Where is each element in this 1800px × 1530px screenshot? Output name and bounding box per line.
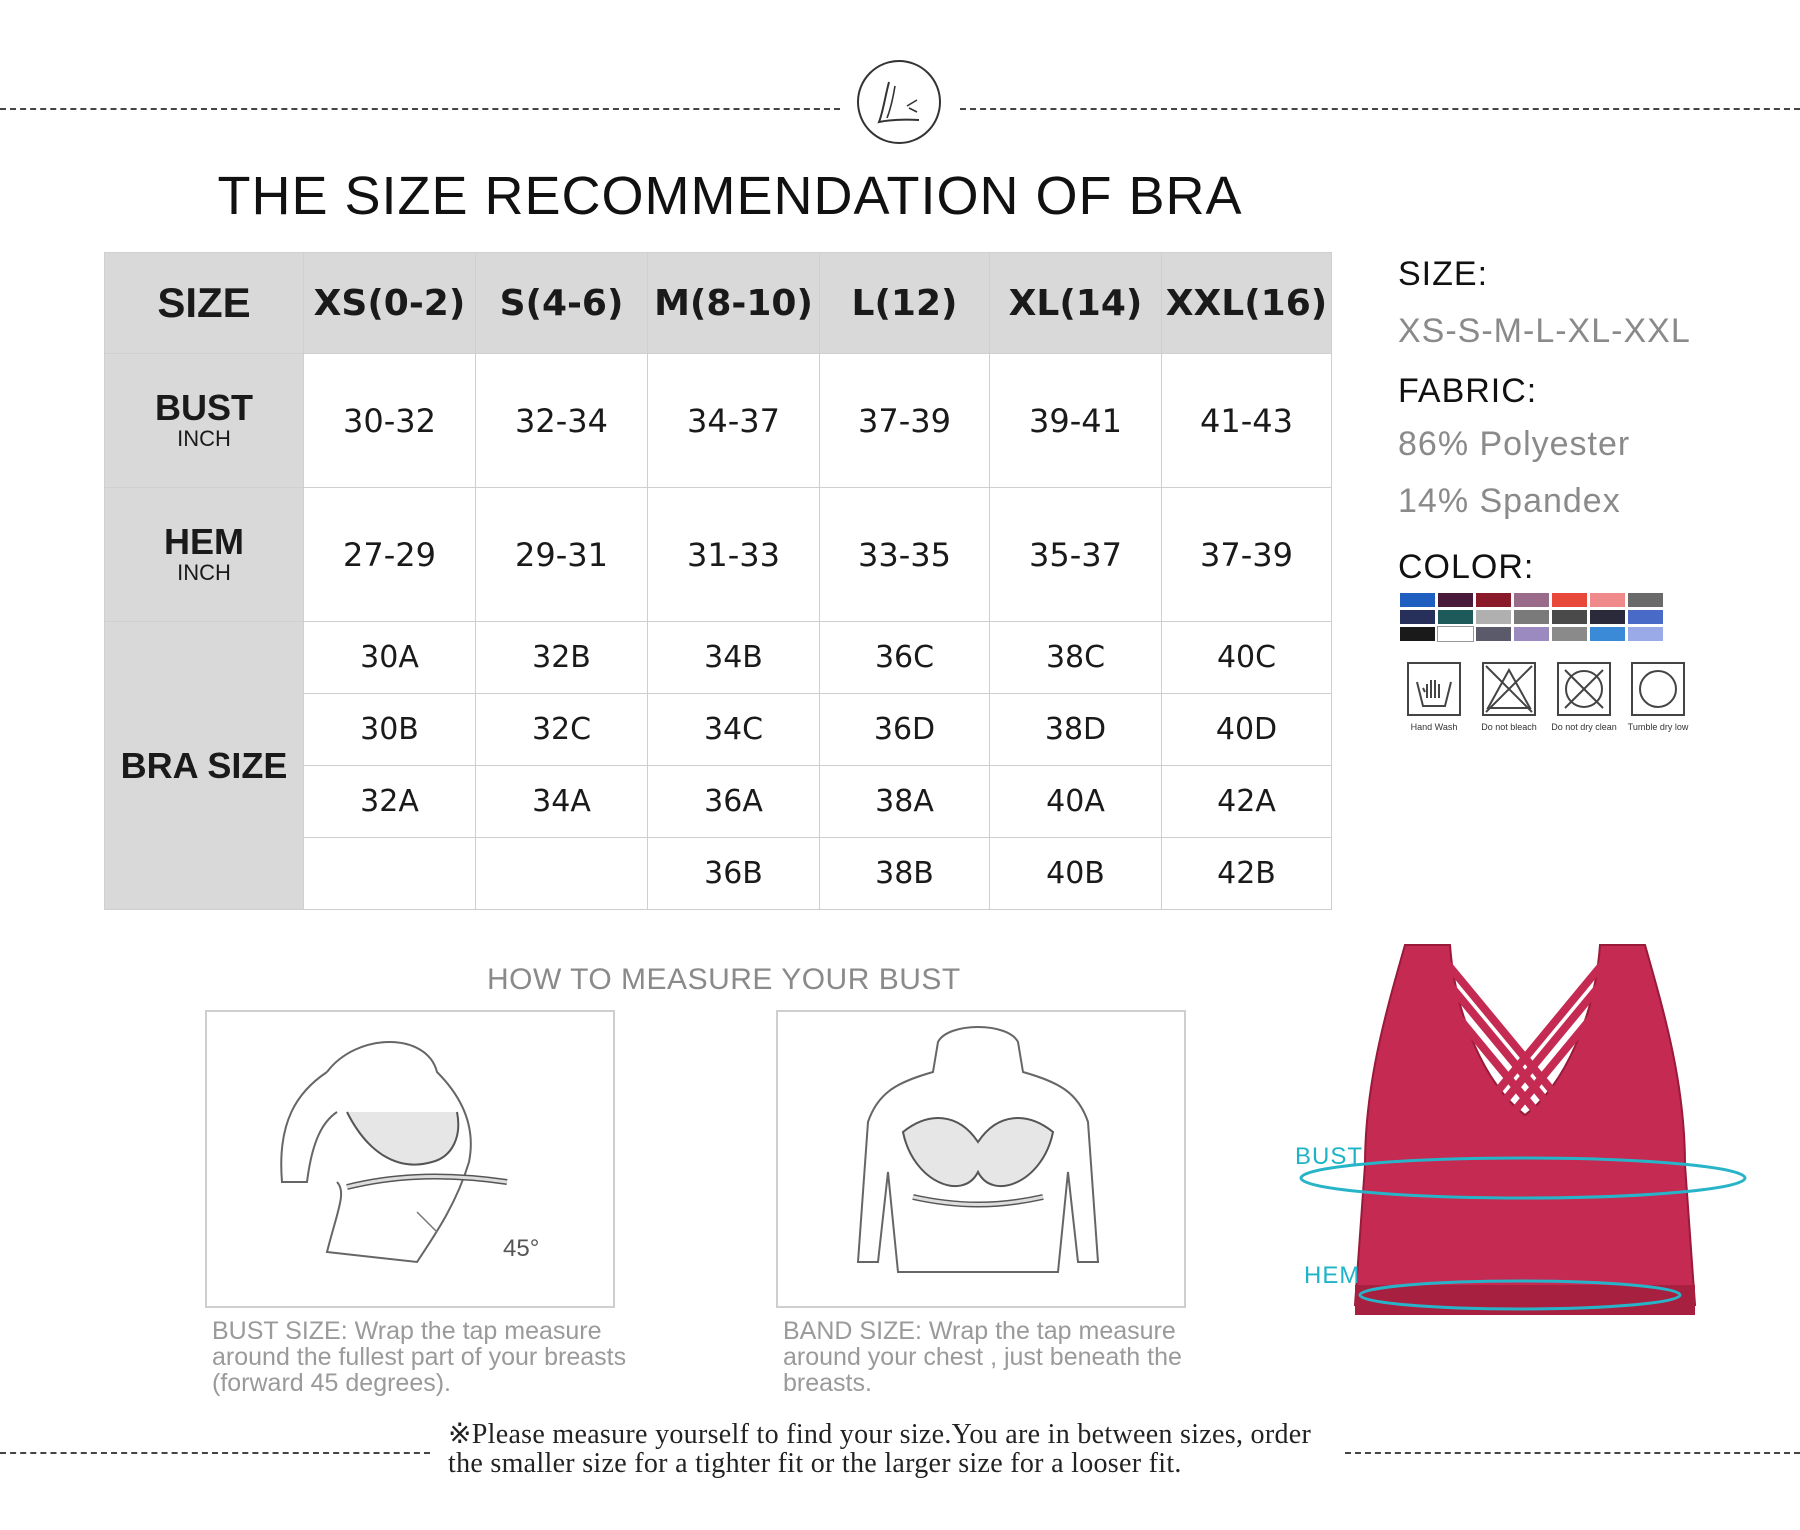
table-cell: 42A	[1162, 766, 1332, 838]
color-swatch	[1514, 627, 1549, 641]
size-value: XS-S-M-L-XL-XXL	[1398, 312, 1691, 350]
table-cell: 29-31	[476, 488, 648, 622]
table-cell: 37-39	[1162, 488, 1332, 622]
howto-heading: HOW TO MEASURE YOUR BUST	[487, 963, 961, 996]
col-xxl: XXL(16)	[1162, 253, 1332, 354]
table-cell: 34A	[476, 766, 648, 838]
care-tumble-dry	[1625, 662, 1691, 732]
table-cell: 39-41	[990, 354, 1162, 488]
color-swatch	[1476, 627, 1511, 641]
fabric-label: FABRIC:	[1398, 372, 1538, 410]
table-cell: 41-43	[1162, 354, 1332, 488]
care-hand-wash	[1401, 662, 1467, 732]
color-swatch	[1590, 627, 1625, 641]
bust-size-description	[212, 1318, 632, 1396]
hem-row	[105, 488, 1332, 622]
table-cell: 38B	[820, 838, 990, 910]
bra-size-label: BRA SIZE	[120, 744, 288, 786]
color-swatch	[1628, 610, 1663, 624]
color-swatch	[1514, 593, 1549, 607]
hand-wash-icon	[1407, 662, 1461, 716]
size-label: SIZE:	[1398, 255, 1489, 293]
size-header: SIZE	[105, 253, 304, 354]
color-swatch	[1400, 627, 1435, 641]
color-swatch	[1628, 593, 1663, 607]
color-swatch	[1400, 593, 1435, 607]
table-cell: 34-37	[648, 354, 820, 488]
no-dry-clean-label: Do not dry clean	[1551, 722, 1617, 732]
no-bleach-icon	[1482, 662, 1536, 716]
band-size-lead: BAND SIZE:	[783, 1317, 922, 1345]
color-swatch	[1590, 610, 1625, 624]
top-divider-left	[0, 108, 840, 110]
table-cell: 40C	[1162, 622, 1332, 694]
tumble-dry-label: Tumble dry low	[1627, 722, 1689, 732]
size-table	[104, 252, 1332, 910]
hand-wash-label: Hand Wash	[1410, 722, 1458, 732]
table-cell: 36A	[648, 766, 820, 838]
bottom-divider-left	[0, 1452, 430, 1454]
bust-size-lead: BUST SIZE:	[212, 1317, 348, 1345]
tumble-dry-icon	[1631, 662, 1685, 716]
bust-label: BUST	[155, 386, 253, 428]
bra-size-header	[105, 622, 304, 910]
col-xl: XL(14)	[990, 253, 1162, 354]
bust-size-text: Wrap the tap measure around the fullest part of your breasts (forward 45 degrees).	[212, 1317, 627, 1397]
bust-unit: INCH	[177, 426, 231, 452]
table-cell: 30B	[304, 694, 476, 766]
care-no-dry-clean	[1551, 662, 1617, 732]
bottom-divider-right	[1345, 1452, 1800, 1454]
no-bleach-label: Do not bleach	[1481, 722, 1537, 732]
color-swatch	[1438, 593, 1473, 607]
table-cell: 40A	[990, 766, 1162, 838]
brand-logo	[857, 60, 941, 144]
col-l: L(12)	[820, 253, 990, 354]
table-cell: 30A	[304, 622, 476, 694]
color-swatch	[1628, 627, 1663, 641]
color-swatch	[1476, 610, 1511, 624]
table-cell: 42B	[1162, 838, 1332, 910]
table-cell: 36C	[820, 622, 990, 694]
color-swatch	[1438, 610, 1473, 624]
table-cell: 32C	[476, 694, 648, 766]
top-divider-right	[960, 108, 1800, 110]
color-swatch	[1514, 610, 1549, 624]
table-cell	[476, 838, 648, 910]
bra-row-1	[105, 622, 1332, 694]
table-cell: 32A	[304, 766, 476, 838]
color-swatches	[1400, 593, 1663, 641]
col-xs: XS(0-2)	[304, 253, 476, 354]
no-dry-clean-icon	[1557, 662, 1611, 716]
care-no-bleach	[1476, 662, 1542, 732]
band-size-description	[783, 1318, 1203, 1396]
table-cell: 38C	[990, 622, 1162, 694]
measure-note: ※Please measure yourself to find your size.You are in between sizes, order the smaller size for a tighter fit or the larger size for a looser fit.	[448, 1419, 1312, 1479]
header-row	[105, 253, 1332, 354]
table-cell: 34B	[648, 622, 820, 694]
bust-row	[105, 354, 1332, 488]
color-swatch	[1552, 610, 1587, 624]
col-s: S(4-6)	[476, 253, 648, 354]
table-cell: 34C	[648, 694, 820, 766]
band-measure-illustration	[776, 1010, 1186, 1308]
table-cell: 40D	[1162, 694, 1332, 766]
table-cell: 35-37	[990, 488, 1162, 622]
table-cell: 32B	[476, 622, 648, 694]
table-cell: 40B	[990, 838, 1162, 910]
table-cell: 36D	[820, 694, 990, 766]
col-m: M(8-10)	[648, 253, 820, 354]
table-cell: 32-34	[476, 354, 648, 488]
color-swatch	[1552, 627, 1587, 641]
page-title: THE SIZE RECOMMENDATION OF BRA	[217, 166, 1243, 226]
table-cell: 31-33	[648, 488, 820, 622]
hem-label: HEM	[164, 520, 244, 562]
table-cell: 38A	[820, 766, 990, 838]
color-label: COLOR:	[1398, 548, 1535, 586]
bust-row-header	[105, 354, 304, 488]
color-swatch	[1590, 593, 1625, 607]
color-swatch	[1552, 593, 1587, 607]
table-cell: 33-35	[820, 488, 990, 622]
angle-label: 45°	[503, 1235, 540, 1262]
hem-unit: INCH	[177, 560, 231, 586]
color-swatch	[1476, 593, 1511, 607]
color-swatch	[1438, 627, 1473, 641]
band-size-text: Wrap the tap measure around your chest , just beneath the breasts.	[783, 1317, 1182, 1397]
table-cell	[304, 838, 476, 910]
fabric-spandex: 14% Spandex	[1398, 482, 1621, 520]
table-cell: 38D	[990, 694, 1162, 766]
table-cell: 37-39	[820, 354, 990, 488]
bust-measure-illustration	[205, 1010, 615, 1308]
hem-tag: HEM	[1304, 1262, 1361, 1289]
fabric-polyester: 86% Polyester	[1398, 425, 1631, 463]
color-swatch	[1400, 610, 1435, 624]
bust-tag: BUST	[1295, 1143, 1364, 1170]
table-cell: 36B	[648, 838, 820, 910]
table-cell: 27-29	[304, 488, 476, 622]
table-cell: 30-32	[304, 354, 476, 488]
hem-row-header	[105, 488, 304, 622]
